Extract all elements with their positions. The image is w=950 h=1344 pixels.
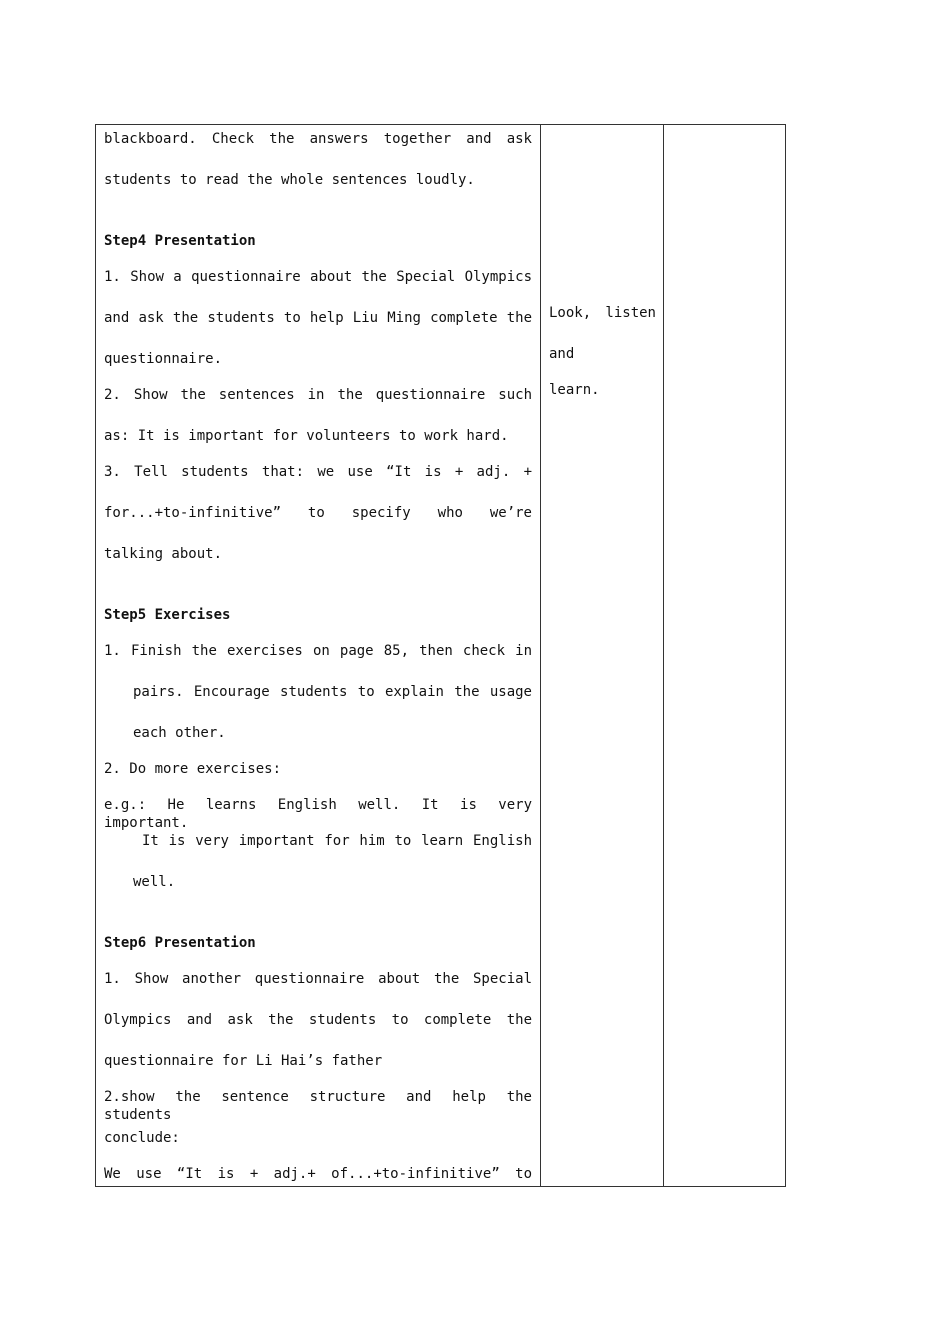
student-activity-cell	[549, 125, 656, 1186]
step-heading: Step4 Presentation	[104, 233, 256, 249]
text-line: 2.show the sentence structure and help the students	[104, 1089, 532, 1123]
text-line: and	[549, 346, 575, 362]
text-line: for...+to-infinitive” to specify who we’re	[104, 505, 532, 521]
text-line: Look, listen	[549, 305, 656, 321]
column-divider	[540, 125, 541, 1186]
text-line: conclude:	[104, 1130, 180, 1146]
text-line: pairs. Encourage students to explain the usage	[133, 684, 532, 700]
text-line: 1. Show a questionnaire about the Special Olympics	[104, 269, 532, 285]
text-line: Olympics and ask the students to complete the	[104, 1012, 532, 1028]
text-line: each other.	[133, 725, 226, 741]
lesson-table	[95, 124, 786, 1187]
text-line: 3. Tell students that: we use “It is + adj. +	[104, 464, 532, 480]
text-line: 1. Finish the exercises on page 85, then check in	[104, 643, 532, 659]
text-line: and ask the students to help Liu Ming complete the	[104, 310, 532, 326]
text-line: e.g.: He learns English well. It is very important.	[104, 797, 532, 831]
notes-cell	[672, 125, 780, 1186]
teacher-activity-cell	[104, 125, 532, 1186]
step-heading: Step5 Exercises	[104, 607, 231, 623]
text-line: students to read the whole sentences loudly.	[104, 172, 475, 188]
text-line: as: It is important for volunteers to work hard.	[104, 428, 509, 444]
text-line: learn.	[549, 382, 600, 398]
text-line: well.	[133, 874, 176, 890]
text-line: blackboard. Check the answers together and ask	[104, 131, 532, 147]
text-line: questionnaire for Li Hai’s father	[104, 1053, 383, 1069]
text-line: We use “It is + adj.+ of...+to-infinitive” to	[104, 1166, 532, 1182]
text-line: 2. Show the sentences in the questionnaire such	[104, 387, 532, 403]
text-line: 1. Show another questionnaire about the Special	[104, 971, 532, 987]
step-heading: Step6 Presentation	[104, 935, 256, 951]
text-line: questionnaire.	[104, 351, 223, 367]
text-line: talking about.	[104, 546, 223, 562]
column-divider	[663, 125, 664, 1186]
text-line: It is very important for him to learn English	[142, 833, 532, 849]
text-line: 2. Do more exercises:	[104, 761, 282, 777]
